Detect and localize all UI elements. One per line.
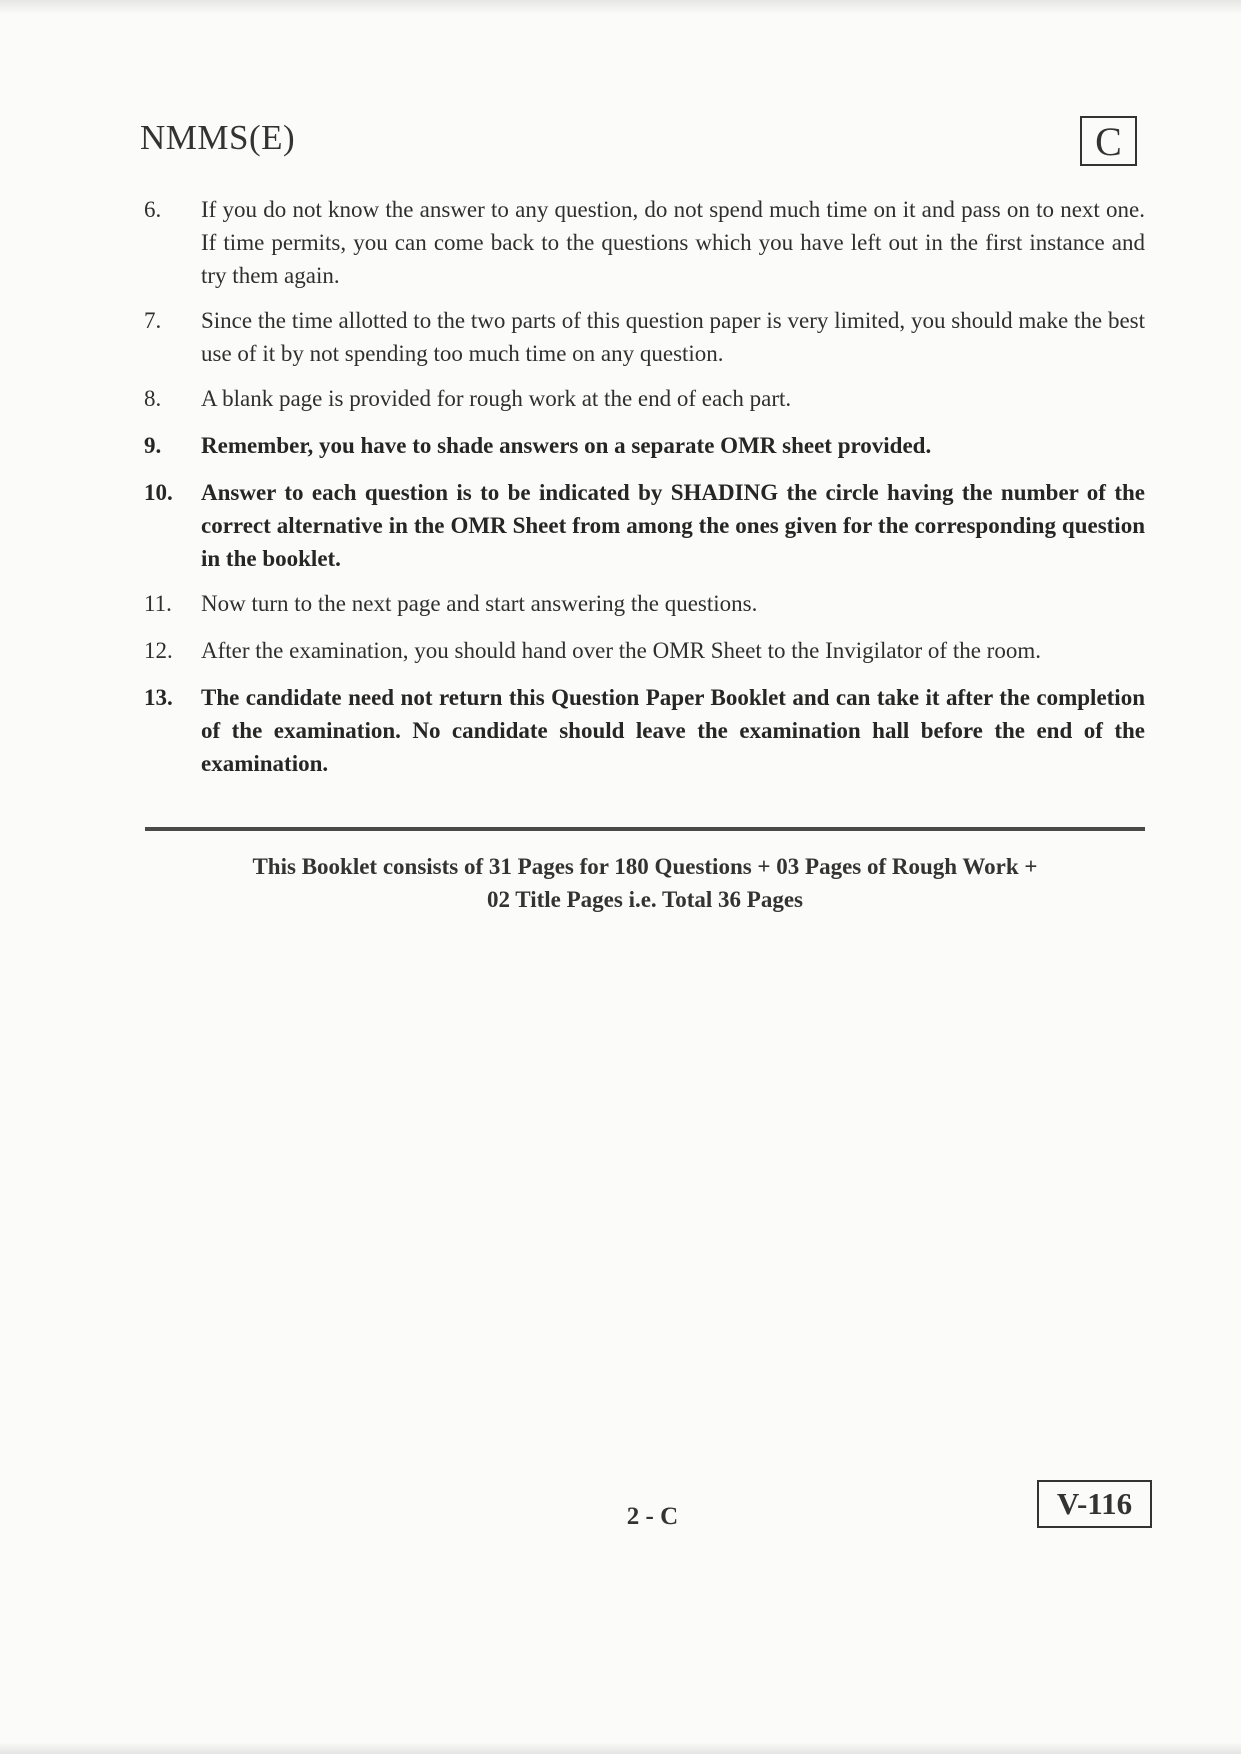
- instruction-text: A blank page is provided for rough work at the end of each part.: [201, 386, 792, 411]
- exam-title: NMMS(E): [140, 118, 296, 157]
- instruction-number: 12.: [144, 638, 173, 663]
- instructions-list: [140, 193, 1145, 780]
- instruction-text: Now turn to the next page and start answering the questions.: [201, 591, 758, 616]
- section-divider: [145, 827, 1145, 831]
- instruction-item-12: [140, 634, 1145, 667]
- page-number: 2 - C: [626, 1503, 679, 1530]
- instruction-item-9: [140, 429, 1145, 462]
- instruction-text: If you do not know the answer to any question, do not spend much time on it and pass on to next one. If time permits, you can come back to the questions which you have left out in the first instance and try them again.: [201, 197, 1145, 288]
- paper-code: V-116: [1037, 1480, 1152, 1528]
- instruction-number: 8.: [144, 386, 162, 411]
- instruction-number: 6.: [144, 197, 162, 222]
- booklet-page-summary: [145, 850, 1145, 916]
- question-set-code: C: [1080, 116, 1137, 166]
- instruction-item-11: [140, 587, 1145, 620]
- instruction-item-13: [140, 681, 1145, 780]
- instruction-text: Remember, you have to shade answers on a separate OMR sheet provided.: [201, 433, 932, 458]
- instruction-text: Answer to each question is to be indicated by SHADING the circle having the number of the correct alternative in the OMR Sheet from among the ones given for the corresponding question in the booklet.: [201, 480, 1145, 571]
- instruction-number: 10.: [144, 480, 173, 505]
- scan-edge-bottom: [0, 1742, 1241, 1754]
- instruction-item-8: [140, 382, 1145, 415]
- instruction-text: The candidate need not return this Question Paper Booklet and can take it after the completion of the examination. No candidate should leave the examination hall before the end of the examination.: [201, 685, 1145, 776]
- instruction-text: Since the time allotted to the two parts of this question paper is very limited, you should make the best use of it by not spending too much time on any question.: [201, 308, 1145, 366]
- booklet-info-line-1: This Booklet consists of 31 Pages for 180 Questions + 03 Pages of Rough Work +: [252, 854, 1038, 879]
- instruction-text: After the examination, you should hand over the OMR Sheet to the Invigilator of the room.: [201, 638, 1041, 663]
- instruction-number: 13.: [144, 685, 173, 710]
- instruction-number: 9.: [144, 433, 162, 458]
- instruction-number: 7.: [144, 308, 162, 333]
- booklet-info-line-2: 02 Title Pages i.e. Total 36 Pages: [486, 887, 804, 912]
- instruction-item-6: [140, 193, 1145, 292]
- instruction-item-10: [140, 476, 1145, 575]
- scan-edge-top: [0, 0, 1241, 14]
- instruction-item-7: [140, 304, 1145, 370]
- instruction-number: 11.: [144, 591, 172, 616]
